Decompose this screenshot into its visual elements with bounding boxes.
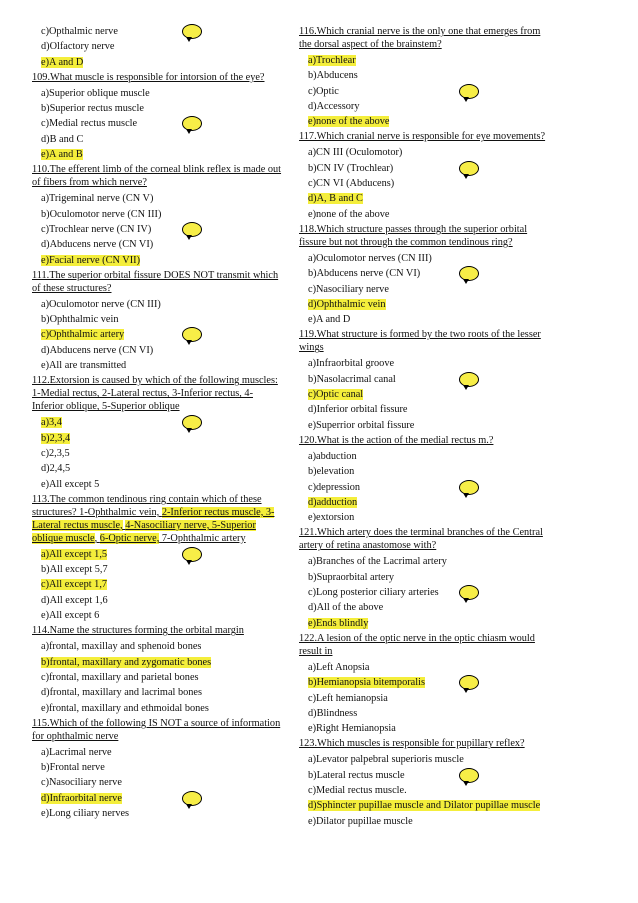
answer-option xyxy=(299,208,549,221)
answer-option xyxy=(32,686,282,699)
answer-option xyxy=(299,769,549,782)
answer-text: d)All except 1,6 xyxy=(41,594,108,606)
answer-text: e)All except 5 xyxy=(41,478,100,490)
question-text: 110.The efferent limb of the corneal blink reflex is made out of fibers from which nerve? xyxy=(32,164,282,189)
speech-bubble-icon xyxy=(459,161,479,176)
answer-text: b)All except 5,7 xyxy=(41,564,108,576)
question-text: 119.What structure is formed by the two roots of the lesser wings xyxy=(299,329,541,354)
highlighted-answer: e)Ends blindly xyxy=(308,617,369,629)
speech-bubble-icon xyxy=(182,415,202,430)
answer-text: b)Supraorbital artery xyxy=(308,571,395,583)
answer-option xyxy=(299,799,549,812)
answer-option xyxy=(32,56,282,69)
highlighted-answer: c)Ophthalmic artery xyxy=(41,329,125,341)
answer-option xyxy=(32,223,282,236)
answer-option xyxy=(299,450,549,463)
answer-option xyxy=(299,692,549,705)
answer-option xyxy=(299,722,549,735)
answer-option xyxy=(32,478,282,491)
answer-option xyxy=(32,25,282,38)
question-text: 120.What is the action of the medial rectus m.? xyxy=(299,434,494,446)
answer-option xyxy=(32,462,282,475)
answer-option xyxy=(299,313,549,326)
answer-option xyxy=(32,416,282,429)
answer-text: e)All are transmitted xyxy=(41,360,127,372)
answer-text: c)Left hemianopsia xyxy=(308,692,388,704)
answer-option xyxy=(32,656,282,669)
question-text: 116.Which cranial nerve is the only one that emerges from the dorsal aspect of the brainstem? xyxy=(299,26,541,50)
answer-text: c)Trochlear nerve (CN IV) xyxy=(41,223,152,235)
answer-text: c)frontal, maxillary and parietal bones xyxy=(41,671,199,683)
answer-text: d)2,4,5 xyxy=(41,463,71,475)
answer-option xyxy=(299,403,549,416)
answer-option xyxy=(299,177,549,190)
answer-option xyxy=(32,328,282,341)
highlighted-answer: e)A and D xyxy=(41,56,84,68)
answer-option xyxy=(299,69,549,82)
highlighted-answer: a)Trochlear xyxy=(308,55,356,66)
answer-option xyxy=(32,344,282,357)
speech-bubble-icon xyxy=(459,768,479,783)
answer-text: b)Frontal nerve xyxy=(41,762,105,774)
answer-option xyxy=(32,298,282,311)
speech-bubble-icon xyxy=(182,24,202,39)
answer-text: c)2,3,5 xyxy=(41,447,70,459)
answer-option xyxy=(299,465,549,478)
answer-text: c)Medial rectus muscle. xyxy=(308,784,407,796)
answer-option xyxy=(32,640,282,653)
answer-option xyxy=(299,496,549,509)
answer-option xyxy=(32,432,282,445)
highlighted-answer: b)2,3,4 xyxy=(41,432,71,444)
question-text xyxy=(32,493,282,545)
answer-option xyxy=(32,594,282,607)
answer-text: e)Superrior orbital fissure xyxy=(308,419,415,431)
question-text: 112.Extorsion is caused by which of the following muscles: 1-Medial rectus, 2-Lateral rectus, 3-Inferior rectus, 4-Inferior oblique, 5-Superior oblique xyxy=(32,375,278,413)
question-text: 123.Which muscles is responsible for pupillary reflex? xyxy=(299,738,525,750)
answer-text: e)A and D xyxy=(308,314,351,326)
highlighted-answer: d)Sphincter pupillae muscle and Dilator pupillae muscle xyxy=(308,800,541,812)
highlighted-answer: c)Optic canal xyxy=(308,389,364,401)
highlighted-answer: e)none of the above xyxy=(308,116,390,128)
answer-text: a)Oculomotor nerves (CN III) xyxy=(308,252,432,264)
answer-text: d)All of the above xyxy=(308,602,384,614)
answer-text: a)Superior oblique muscle xyxy=(41,87,150,99)
answer-text: b)Superior rectus muscle xyxy=(41,103,144,115)
answer-text: b)elevation xyxy=(308,466,355,478)
question-span: 113.The common tendinous ring contain which of these structures? 1-Ophthalmic vein, xyxy=(32,493,262,518)
question-text: 122.A lesion of the optic nerve in the optic chiasm would result in xyxy=(299,632,535,657)
answer-option xyxy=(299,419,549,432)
answer-text: c)Nasociliary nerve xyxy=(308,283,389,295)
answer-text: c)Medial rectus muscle xyxy=(41,118,138,130)
answer-text: b)Ophthalmic vein xyxy=(41,314,119,326)
answer-text: b)CN IV (Trochlear) xyxy=(308,162,394,174)
speech-bubble-icon xyxy=(182,791,202,806)
answer-option xyxy=(32,102,282,115)
answer-option xyxy=(299,586,549,599)
answer-text: d)frontal, maxillary and lacrimal bones xyxy=(41,687,202,699)
question-text: 115.Which of the following IS NOT a source of information for ophthalmic nerve xyxy=(32,717,281,742)
answer-option xyxy=(32,148,282,161)
answer-text: a)Levator palpebral superioris muscle xyxy=(308,754,464,766)
answer-text: e)All except 6 xyxy=(41,610,100,622)
answer-option xyxy=(32,359,282,372)
answer-option xyxy=(32,746,282,759)
answer-option xyxy=(32,792,282,805)
answer-option xyxy=(299,100,549,113)
answer-text: b)Abducens xyxy=(308,70,358,82)
highlighted-answer: c)All except 1,7 xyxy=(41,579,108,591)
answer-text: b)Nasolacrimal canal xyxy=(308,373,396,385)
highlighted-answer: e)Facial nerve (CN VII) xyxy=(41,254,141,266)
answer-option xyxy=(299,267,549,280)
answer-text: c)Optic xyxy=(308,85,339,97)
question-text: 121.Which artery does the terminal branches of the Central artery of retina anastomose with? xyxy=(299,527,543,552)
question-text: 109.What muscle is responsible for intorsion of the eye? xyxy=(32,71,265,83)
question-text: 111.The superior orbital fissure DOES NOT transmit which of these structures? xyxy=(32,269,279,294)
answer-text: d)Abducens nerve (CN VI) xyxy=(41,344,154,356)
answer-text: c)Nasociliary nerve xyxy=(41,777,122,789)
answer-text: a)Lacrimal nerve xyxy=(41,746,112,758)
answer-option xyxy=(299,617,549,630)
highlighted-question-span: 2-Inferior rectus muscle, 3-Lateral rectus muscle, xyxy=(32,506,275,531)
answer-option xyxy=(32,563,282,576)
answer-option xyxy=(299,283,549,296)
answer-option xyxy=(299,54,549,67)
answer-option xyxy=(299,815,549,828)
answer-option xyxy=(299,388,549,401)
speech-bubble-icon xyxy=(182,327,202,342)
highlighted-answer: a)3,4 xyxy=(41,417,62,429)
answer-option xyxy=(32,776,282,789)
answer-text: b)Oculomotor nerve (CN III) xyxy=(41,208,162,220)
answer-option xyxy=(32,609,282,622)
answer-option xyxy=(32,578,282,591)
answer-option xyxy=(299,707,549,720)
question-span: , xyxy=(94,532,100,544)
highlighted-answer: d)Infraorbital nerve xyxy=(41,792,122,804)
answer-option xyxy=(299,115,549,128)
highlighted-question-span: 4-Nasociliary nerve, 5-Superior oblique muscle xyxy=(32,519,256,544)
answer-option xyxy=(299,252,549,265)
answer-option xyxy=(32,254,282,267)
speech-bubble-icon xyxy=(182,116,202,131)
answer-option xyxy=(299,661,549,674)
answer-text: c)Opthalmic nerve xyxy=(41,26,118,37)
answer-option xyxy=(32,87,282,100)
answer-text: d)B and C xyxy=(41,133,84,145)
answer-option xyxy=(299,784,549,797)
answer-text: a)Oculomotor nerve (CN III) xyxy=(41,298,161,310)
answer-text: d)Inferior orbital fissure xyxy=(308,404,408,416)
answer-option xyxy=(299,357,549,370)
speech-bubble-icon xyxy=(459,372,479,387)
answer-option xyxy=(299,753,549,766)
answer-option xyxy=(32,313,282,326)
speech-bubble-icon xyxy=(182,547,202,562)
left-column xyxy=(32,25,282,822)
answer-text: a)Branches of the Lacrimal artery xyxy=(308,556,447,568)
speech-bubble-icon xyxy=(459,266,479,281)
question-span: 7-Ophthalmic artery xyxy=(159,532,246,544)
answer-option xyxy=(299,571,549,584)
answer-text: a)abduction xyxy=(308,450,357,462)
speech-bubble-icon xyxy=(459,480,479,495)
answer-option xyxy=(299,555,549,568)
answer-text: c)depression xyxy=(308,481,361,493)
answer-option xyxy=(299,373,549,386)
right-column xyxy=(299,25,549,830)
answer-option xyxy=(299,676,549,689)
answer-text: d)Blindness xyxy=(308,707,358,719)
question-text: 118.Which structure passes through the superior orbital fissure but not through the common tendinous ring? xyxy=(299,223,528,248)
answer-text: b)Lateral rectus muscle xyxy=(308,769,405,781)
answer-option xyxy=(32,671,282,684)
answer-text: e)Long ciliary nerves xyxy=(41,807,130,819)
answer-option xyxy=(32,208,282,221)
answer-text: e)Dilator pupillae muscle xyxy=(308,815,413,827)
answer-option xyxy=(32,40,282,53)
answer-option xyxy=(32,761,282,774)
answer-text: e)extorsion xyxy=(308,512,355,524)
answer-option xyxy=(299,481,549,494)
answer-option xyxy=(299,192,549,205)
answer-text: e)frontal, maxillary and ethmoidal bones xyxy=(41,702,209,714)
answer-text: c)Long posterior ciliary arteries xyxy=(308,587,439,599)
answer-text: c)CN VI (Abducens) xyxy=(308,178,395,190)
answer-text: e)Right Hemianopsia xyxy=(308,723,396,735)
answer-text: a)frontal, maxillay and sphenoid bones xyxy=(41,641,202,653)
answer-option xyxy=(299,601,549,614)
answer-option xyxy=(32,548,282,561)
answer-option xyxy=(299,146,549,159)
speech-bubble-icon xyxy=(459,84,479,99)
answer-option xyxy=(299,162,549,175)
answer-text: d)Accessory xyxy=(308,100,360,112)
answer-option xyxy=(32,238,282,251)
answer-option xyxy=(32,192,282,205)
highlighted-answer: d)A, B and C xyxy=(308,193,363,205)
answer-text: b)Abducens nerve (CN VI) xyxy=(308,268,421,280)
highlighted-answer: d)Ophthalmic vein xyxy=(308,298,386,310)
highlighted-answer: b)Hemianopsia bitemporalis xyxy=(308,677,425,689)
answer-option xyxy=(32,133,282,146)
highlighted-question-span: 6-Optic nerve, xyxy=(99,532,160,544)
speech-bubble-icon xyxy=(459,675,479,690)
speech-bubble-icon xyxy=(182,222,202,237)
highlighted-answer: b)frontal, maxillary and zygomatic bones xyxy=(41,656,212,668)
answer-text: a)Trigeminal nerve (CN V) xyxy=(41,193,154,205)
answer-option xyxy=(32,807,282,820)
answer-option xyxy=(32,117,282,130)
speech-bubble-icon xyxy=(459,585,479,600)
answer-text: e)none of the above xyxy=(308,208,390,220)
highlighted-answer: a)All except 1,5 xyxy=(41,548,108,560)
answer-text: d)Olfactory nerve xyxy=(41,41,115,53)
answer-option xyxy=(32,447,282,460)
highlighted-answer: e)A and B xyxy=(41,149,83,161)
answer-text: a)Infraorbital groove xyxy=(308,358,395,370)
answer-text: a)CN III (Oculomotor) xyxy=(308,147,403,159)
question-text: 114.Name the structures forming the orbital margin xyxy=(32,625,244,637)
answer-option xyxy=(299,85,549,98)
highlighted-answer: d)adduction xyxy=(308,496,358,508)
answer-option xyxy=(299,511,549,524)
question-text: 117.Which cranial nerve is responsible for eye movements? xyxy=(299,131,546,143)
answer-option xyxy=(32,702,282,715)
answer-text: a)Left Anopsia xyxy=(308,661,370,673)
answer-text: d)Abducens nerve (CN VI) xyxy=(41,239,154,251)
answer-option xyxy=(299,298,549,311)
